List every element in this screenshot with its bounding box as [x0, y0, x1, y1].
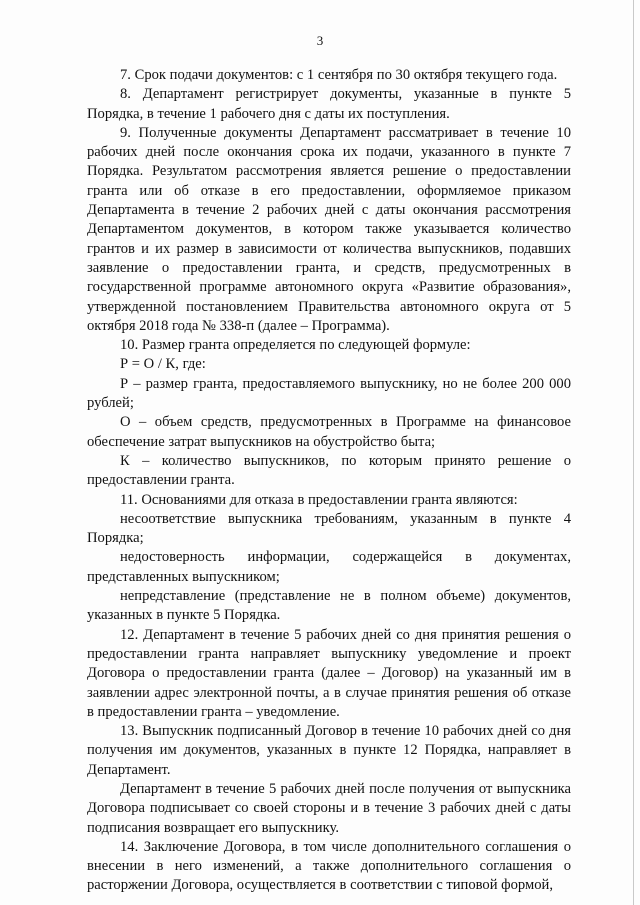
- formula: Р = О / К, где:: [120, 356, 206, 373]
- paragraph-13-continued: Департамент в течение 5 рабочих дней после получения от выпускника Договора подписывает со своей стороны и в течение 3 рабочих дней с даты подписания возвращает его выпускнику.: [87, 780, 571, 836]
- paragraph-11: 11. Основаниями для отказа в предоставлении гранта являются:: [120, 491, 518, 508]
- paragraph-13: 13. Выпускник подписанный Договор в течение 10 рабочих дней со дня получения им документов, указанных в пункте 12 Порядка, направляет в Департамент.: [87, 723, 571, 778]
- paragraph-9: 9. Полученные документы Департамент рассматривает в течение 10 рабочих дней после окончания срока их подачи, указанного в пункте 7 Порядка. Результатом рассмотрения является решение о предоставлении гранта или об отказе в его предоставлении, оформляемое приказом Департамента в течение 2 рабочих дней с даты окончания рассмотрения Департаментом документов, в котором также указывается количество грантов и их размер в зависимости от количества выпускников, подавших заявление о предоставлении гранта, и средств, предусмотренных в государственной программе автономного округа «Развитие образования», утвержденной постановлением Правительства автономного округа от 5 октября 2018 года № 338-п (далее – Программа).: [87, 124, 571, 334]
- paragraph-14: 14. Заключение Договора, в том числе дополнительного соглашения о внесении в него изменений, а также дополнительного соглашения о расторжении Договора, осуществляется в соответствии с типовой формой,: [87, 838, 571, 894]
- formula-definition-o: О – объем средств, предусмотренных в Программе на финансовое обеспечение затрат выпускников на обустройство быта;: [87, 414, 571, 450]
- formula-definition-k: К – количество выпускников, по которым принято решение о предоставлении гранта.: [87, 452, 571, 489]
- refusal-reason-1: несоответствие выпускника требованиям, указанным в пункте 4 Порядка;: [87, 510, 571, 547]
- formula-definition-p: Р – размер гранта, предоставляемого выпускнику, но не более 200 000 рублей;: [87, 375, 571, 412]
- page-number: 3: [316, 33, 324, 48]
- document-body: [87, 66, 571, 896]
- page-edge: [633, 0, 634, 905]
- paragraph-12: 12. Департамент в течение 5 рабочих дней со дня принятия решения о предоставлении гранта направляет выпускнику уведомление и проект Договора о предоставлении гранта (далее – Договор) на указанный им в заявлении адрес электронной почты, а в случае принятия решения об отказе в предоставлении гранта – уведомление.: [87, 626, 571, 720]
- refusal-reason-3: непредставление (представление не в полном объеме) документов, указанных в пункте 5 Порядка.: [87, 588, 571, 624]
- paragraph-8: 8. Департамент регистрирует документы, указанные в пункте 5 Порядка, в течение 1 рабочего дня с даты их поступления.: [87, 86, 571, 122]
- refusal-reason-2: недостоверность информации, содержащейся в документах, представленных выпускником;: [87, 549, 571, 585]
- paragraph-10: 10. Размер гранта определяется по следующей формуле:: [120, 337, 471, 354]
- paragraph-7: 7. Срок подачи документов: с 1 сентября по 30 октября текущего года.: [120, 67, 558, 83]
